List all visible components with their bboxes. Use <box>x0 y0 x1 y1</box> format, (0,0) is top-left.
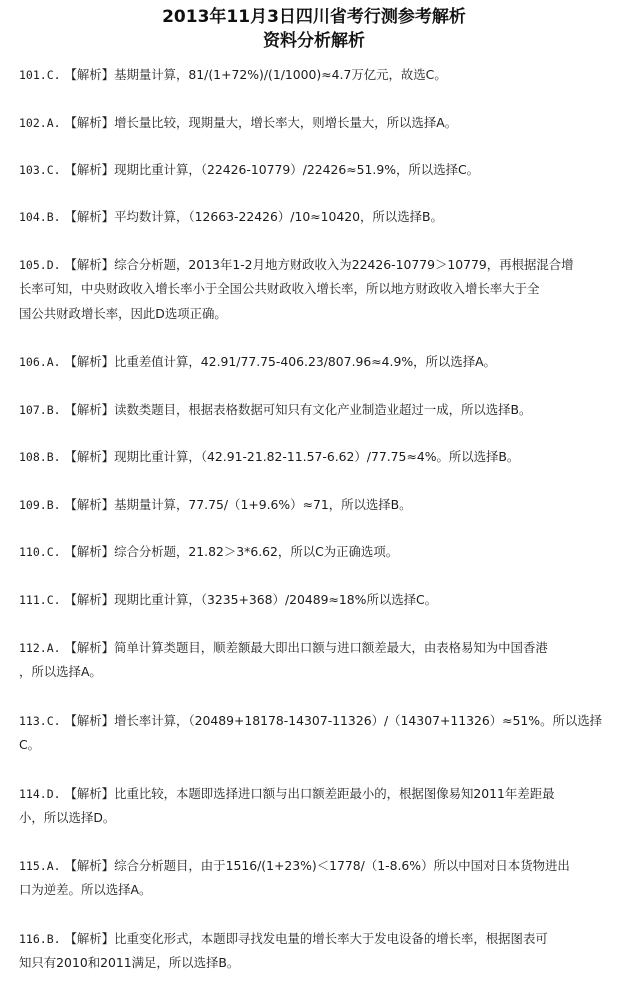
answer-number: 107.B. <box>19 403 61 417</box>
answer-text-continued: 小，所以选择D。 <box>19 810 116 826</box>
answer-entry-108 <box>19 445 617 469</box>
answer-entry-102 <box>19 111 617 135</box>
answer-text: 基期量计算，77.75/（1+9.6%）≈71，所以选择B。 <box>114 497 412 512</box>
answer-text-continued: 长率可知，中央财政收入增长率小于全国公共财政收入增长率，所以地方财政收入增长率大于全 <box>19 281 540 297</box>
answer-entry-110 <box>19 540 617 564</box>
analysis-tag: 【解析】 <box>64 640 115 655</box>
answer-number: 103.C. <box>19 163 61 177</box>
answer-entry-103 <box>19 158 617 182</box>
answer-entry-109 <box>19 493 617 517</box>
answer-entry-105 <box>19 253 617 326</box>
answer-text: 增长率计算，（20489+18178-14307-11326）/（14307+11326）≈51%。所以选择 <box>114 713 603 728</box>
answer-number: 115.A. <box>19 859 61 873</box>
analysis-tag: 【解析】 <box>64 162 115 177</box>
answer-entry-115 <box>19 854 617 903</box>
answer-entry-113 <box>19 709 617 758</box>
answer-number: 114.D. <box>19 787 61 801</box>
answer-number: 116.B. <box>19 932 61 946</box>
answer-text-continued: 口为逆差。所以选择A。 <box>19 882 152 898</box>
analysis-tag: 【解析】 <box>64 115 115 130</box>
answer-number: 111.C. <box>19 593 61 607</box>
analysis-tag: 【解析】 <box>64 67 115 82</box>
analysis-tag: 【解析】 <box>64 209 115 224</box>
answer-text: 增长量比较，现期量大，增长率大，则增长量大，所以选择A。 <box>114 115 458 130</box>
answer-number: 112.A. <box>19 641 61 655</box>
answer-text: 现期比重计算，（42.91-21.82-11.57-6.62）/77.75≈4%。所以选择B。 <box>114 449 520 464</box>
answer-text: 比重比较，本题即选择进口额与出口额差距最小的，根据图像易知2011年差距最 <box>114 786 555 801</box>
analysis-tag: 【解析】 <box>64 544 115 559</box>
answer-text: 综合分析题目，由于1516/(1+23%)＜1778/（1-8.6%）所以中国对日本货物进出 <box>114 858 570 873</box>
analysis-tag: 【解析】 <box>64 497 115 512</box>
answer-text: 综合分析题，2013年1-2月地方财政收入为22426-10779＞10779，再根据混合增 <box>114 257 574 272</box>
answer-entry-106 <box>19 350 617 374</box>
answer-text-continued: 国公共财政增长率，因此D选项正确。 <box>19 305 227 321</box>
analysis-tag: 【解析】 <box>64 592 115 607</box>
answer-text-continued: 知只有2010和2011满足，所以选择B。 <box>19 955 240 971</box>
answer-text: 读数类题目，根据表格数据可知只有文化产业制造业超过一成，所以选择B。 <box>114 402 532 417</box>
answer-text: 现期比重计算，（3235+368）/20489≈18%所以选择C。 <box>114 592 438 607</box>
answer-number: 113.C. <box>19 714 61 728</box>
answer-number: 105.D. <box>19 258 61 272</box>
answer-entry-112 <box>19 636 617 685</box>
analysis-tag: 【解析】 <box>64 786 115 801</box>
answer-text: 现期比重计算，（22426-10779）/22426≈51.9%，所以选择C。 <box>114 162 480 177</box>
analysis-tag: 【解析】 <box>64 402 115 417</box>
answer-text: 简单计算类题目，顺差额最大即出口额与进口额差最大，由表格易知为中国香港 <box>114 640 548 655</box>
document-title: 2013年11月3日四川省考行测参考解析 <box>162 7 466 27</box>
answer-text: 综合分析题，21.82＞3*6.62，所以C为正确选项。 <box>114 544 399 559</box>
answer-number: 108.B. <box>19 450 61 464</box>
answer-entry-107 <box>19 398 617 422</box>
analysis-tag: 【解析】 <box>64 354 115 369</box>
answer-text: 平均数计算，（12663-22426）/10≈10420，所以选择B。 <box>114 209 443 224</box>
answer-number: 104.B. <box>19 210 61 224</box>
answer-text: 比重差值计算，42.91/77.75-406.23/807.96≈4.9%，所以选择A。 <box>114 354 496 369</box>
answer-number: 102.A. <box>19 116 61 130</box>
answer-entry-104 <box>19 205 617 229</box>
answer-number: 101.C. <box>19 68 61 82</box>
analysis-tag: 【解析】 <box>64 713 115 728</box>
analysis-tag: 【解析】 <box>64 858 115 873</box>
answer-number: 106.A. <box>19 355 61 369</box>
answer-text: 基期量计算，81/(1+72%)/(1/1000)≈4.7万亿元，故选C。 <box>114 67 447 82</box>
answer-text-continued: ，所以选择A。 <box>19 664 102 680</box>
analysis-tag: 【解析】 <box>64 931 115 946</box>
answer-text: 比重变化形式，本题即寻找发电量的增长率大于发电设备的增长率，根据图表可 <box>114 931 548 946</box>
answer-entry-116 <box>19 927 617 976</box>
answer-text-continued: C。 <box>19 737 41 753</box>
analysis-tag: 【解析】 <box>64 449 115 464</box>
analysis-tag: 【解析】 <box>64 257 115 272</box>
answer-entry-111 <box>19 588 617 612</box>
answer-entry-101 <box>19 63 617 87</box>
document-subtitle: 资料分析解析 <box>263 31 365 51</box>
answer-number: 109.B. <box>19 498 61 512</box>
answer-number: 110.C. <box>19 545 61 559</box>
answer-entry-114 <box>19 782 617 831</box>
